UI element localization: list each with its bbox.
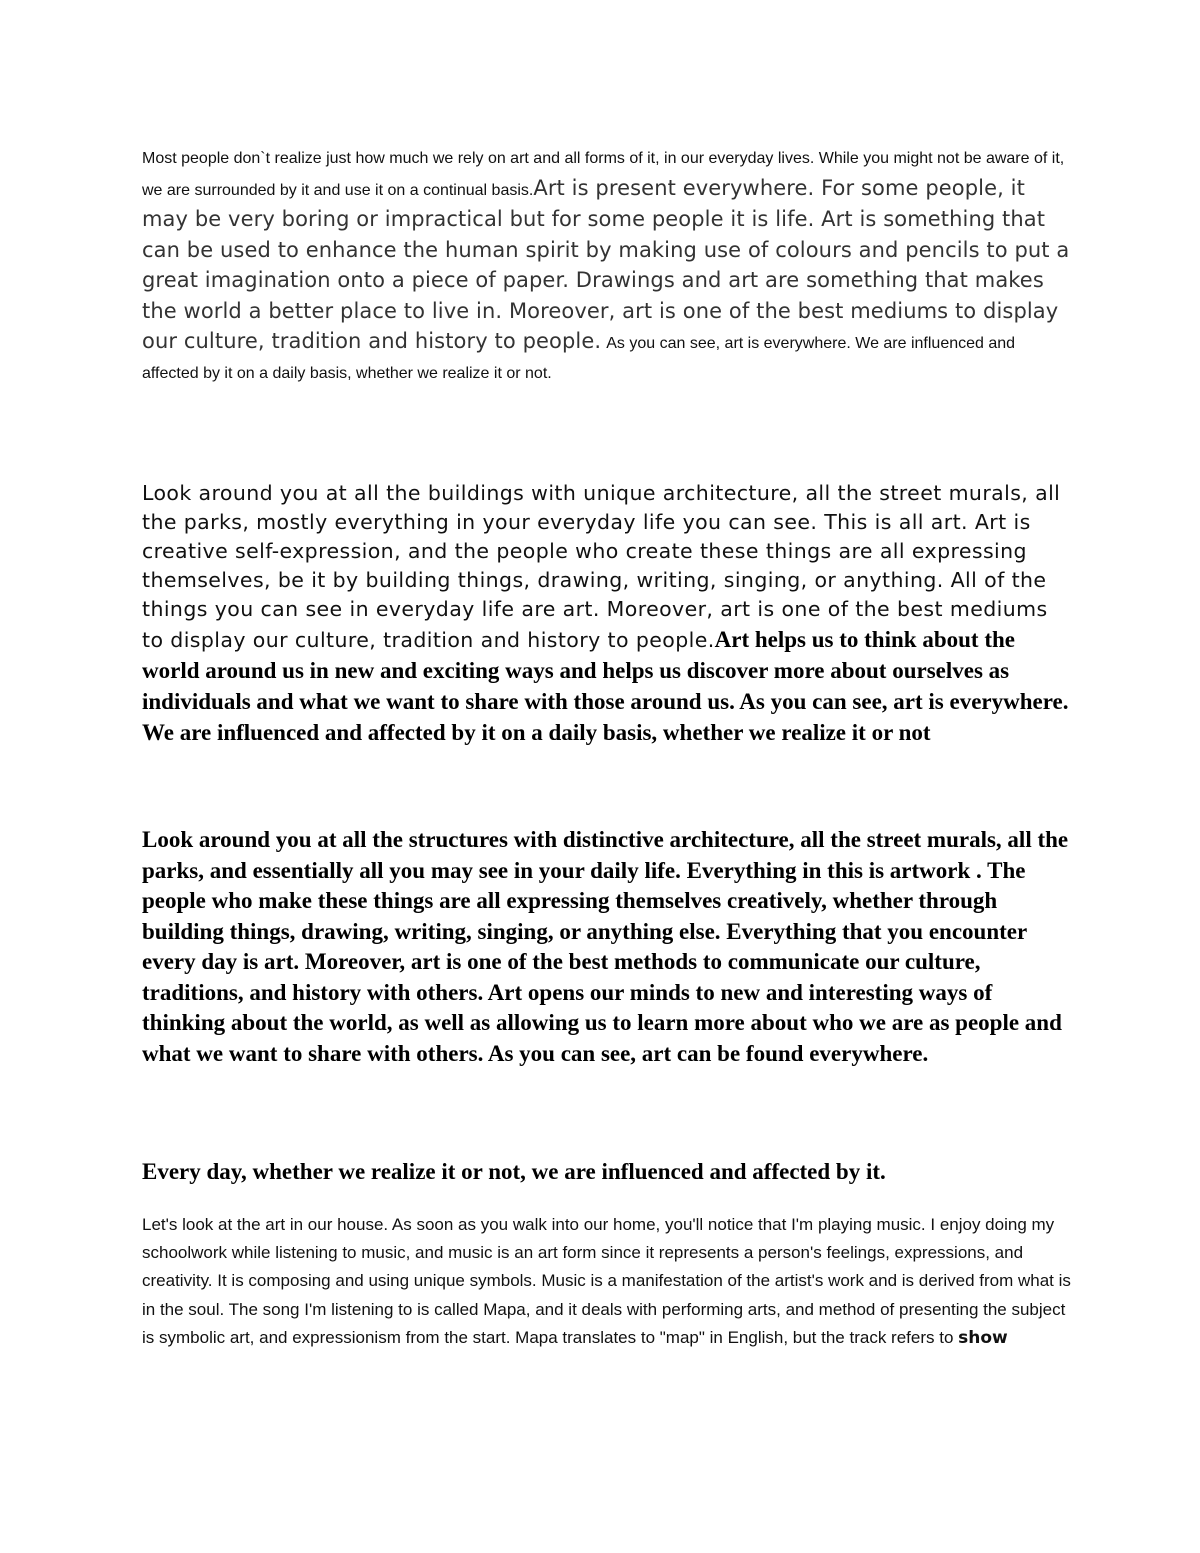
paragraph-intro <box>142 144 1072 388</box>
paragraph-art-in-house <box>142 1211 1072 1352</box>
paragraph-every-day: Every day, whether we realize it or not, we are influenced and affected by it. <box>142 1159 886 1184</box>
paragraph-look-around-part-a: Look around you at all the buildings with unique architecture, all the street murals, all the parks, mostly everything in your everyday life you can see. This is all art. Art is creative self-expression, and the people who create these things are all expressing themselves, be it by building things, drawing, writing, singing, or anything. All of the things you can see in everyday life are art. Moreover, art is one of the best mediums to display our culture, tradition and history to people. <box>142 481 1061 652</box>
paragraph-intro-part-a: Most people don`t realize just how much we rely on art and all forms of it, in our everyday lives. While you might not be aware of it, we are surrounded by it and use it on a continual basis. <box>142 150 1065 199</box>
paragraph-intro-part-b: Art is present everywhere. For some people, it may be very boring or impractical but for some people it is life. Art is something that can be used to enhance the human spirit by making use of colours and pencils to put a great imagination onto a piece of paper. Drawings and art are something that makes the world a better place to live in. Moreover, art is one of the best mediums to display our culture, tradition and history to people. <box>142 175 1070 353</box>
paragraph-look-around <box>142 480 1072 749</box>
paragraph-look-around-part-b: Art helps us to think about the world around us in new and exciting ways and helps us discover more about ourselves as individuals and what we want to share with those around us. As you can see, art is everywhere. We are influenced and affected by it on a daily basis, whether we realize it or not <box>142 627 1069 745</box>
paragraph-structures: Look around you at all the structures with distinctive architecture, all the street murals, all the parks, and essentially all you may see in your daily life. Everything in this is artwork . The people who make these things are all expressing themselves creatively, whether through building things, drawing, writing, singing, or anything else. Everything that you encounter every day is art. Moreover, art is one of the best methods to communicate our culture, traditions, and history with others. Art opens our minds to new and interesting ways of thinking about the world, as well as allowing us to learn more about who we are as people and what we want to share with others. As you can see, art can be found everywhere. <box>142 827 1069 1066</box>
paragraph-art-in-house-body: Let's look at the art in our house. As soon as you walk into our home, you'll notice that I'm playing music. I enjoy doing my schoolwork while listening to music, and music is an art form since it represents a person's feelings, expressions, and creativity. It is composing and using unique symbols. Music is a manifestation of the artist's work and is derived from what is in the soul. The song I'm listening to is called Mapa, and it deals with performing arts, and method of presenting the subject is symbolic art, and expressionism from the start. Mapa translates to "map" in English, but the track refers to <box>142 1215 1071 1347</box>
paragraph-intro-part-c: As you can see, art is everywhere. We are influenced and affected by it on a daily basis, whether we realize it or not. <box>142 335 1016 382</box>
paragraph-art-in-house-tail: show <box>958 1327 1008 1348</box>
